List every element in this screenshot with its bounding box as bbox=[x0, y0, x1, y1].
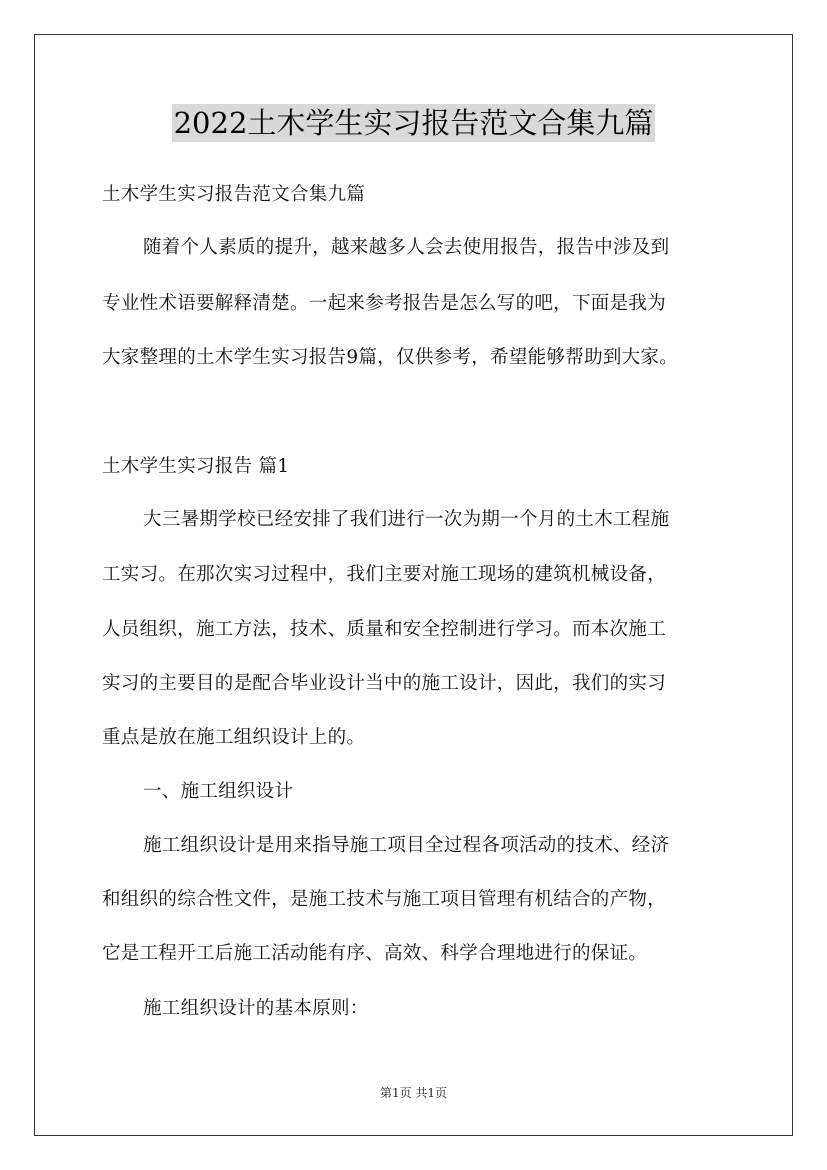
body-line-1: 大三暑期学校已经安排了我们进行一次为期一个月的土木工程施 bbox=[143, 509, 670, 530]
body-line-6: 施工组织设计是用来指导施工项目全过程各项活动的技术、经济 bbox=[143, 835, 670, 856]
body-line-8: 它是工程开工后施工活动能有序、高效、科学合理地进行的保证。 bbox=[102, 943, 648, 964]
intro-line-2: 专业性术语要解释清楚。一起来参考报告是怎么写的吧，下面是我为 bbox=[102, 293, 667, 314]
intro-line-1: 随着个人素质的提升，越来越多人会去使用报告，报告中涉及到 bbox=[143, 237, 670, 258]
title-container bbox=[0, 104, 827, 142]
body-line-9: 施工组织设计的基本原则： bbox=[143, 998, 369, 1019]
body-line-7: 和组织的综合性文件，是施工技术与施工项目管理有机结合的产物， bbox=[102, 889, 667, 910]
body-line-5: 重点是放在施工组织设计上的。 bbox=[102, 727, 366, 748]
body-line-2: 工实习。在那次实习过程中，我们主要对施工现场的建筑机械设备， bbox=[102, 564, 667, 585]
document-title: 2022土木学生实习报告范文合集九篇 bbox=[173, 106, 654, 140]
subtitle-line: 土木学生实习报告范文合集九篇 bbox=[102, 184, 366, 205]
body-line-3: 人员组织，施工方法，技术、质量和安全控制进行学习。而本次施工 bbox=[102, 619, 667, 640]
body-line-4: 实习的主要目的是配合毕业设计当中的施工设计，因此，我们的实习 bbox=[102, 673, 667, 694]
intro-line-3: 大家整理的土木学生实习报告9篇，仅供参考，希望能够帮助到大家。 bbox=[102, 347, 679, 368]
subheading-construction-design: 一、施工组织设计 bbox=[143, 781, 294, 802]
section-heading-1: 土木学生实习报告 篇1 bbox=[102, 456, 290, 477]
page-footer: 第1页 共1页 bbox=[379, 1086, 448, 1100]
